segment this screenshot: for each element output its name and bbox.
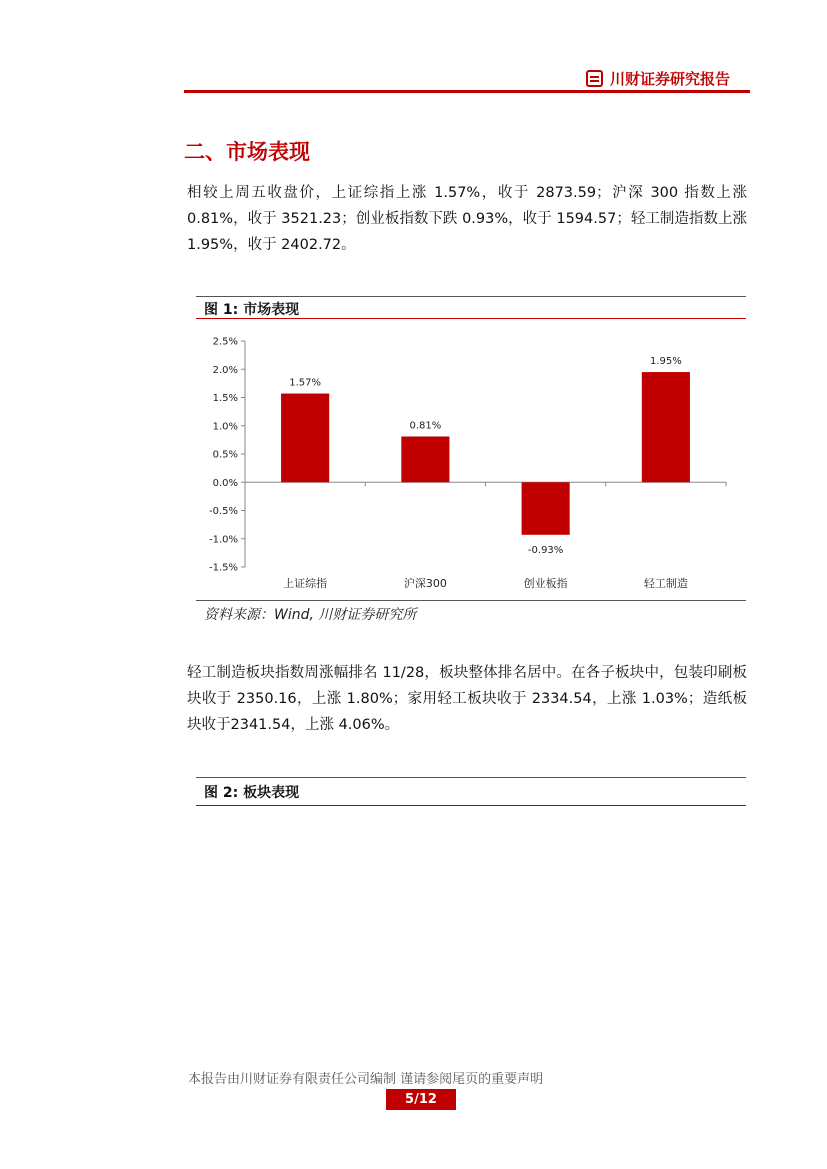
data-label: 1.95%	[649, 356, 682, 368]
x-tick-label: 轻工制造	[643, 577, 688, 590]
bar	[522, 482, 570, 535]
data-label: 0.81%	[409, 420, 442, 432]
company-logo-icon	[586, 70, 603, 87]
x-tick-label: 创业板指	[523, 577, 568, 590]
footer-disclaimer: 本报告由川财证券有限责任公司编制 谨请参阅尾页的重要声明	[188, 1072, 544, 1087]
y-tick-label: -1.5%	[208, 562, 238, 574]
y-tick-label: 1.5%	[212, 393, 238, 404]
y-tick-label: -0.5%	[208, 506, 238, 517]
x-tick-label: 上证综指	[283, 577, 328, 590]
bar	[401, 436, 449, 482]
x-tick-label: 沪深300	[403, 577, 447, 590]
y-tick-label: 2.5%	[212, 336, 238, 348]
figure2-top-rule	[196, 777, 746, 778]
bar	[642, 372, 690, 482]
figure1-bottom-rule	[196, 318, 746, 319]
page-number: 5/12	[386, 1089, 456, 1110]
bar	[281, 394, 329, 483]
figure1-source: 资料来源：Wind, 川财证券研究所	[204, 607, 417, 623]
y-tick-label: 2.0%	[212, 364, 238, 376]
figure2-title: 图 2: 板块表现	[204, 785, 300, 801]
figure1-top-rule	[196, 296, 746, 297]
section-title: 二、市场表现	[184, 140, 310, 164]
header-title: 川财证券研究报告	[610, 70, 731, 88]
y-tick-label: 1.0%	[212, 421, 238, 433]
y-tick-label: -1.0%	[208, 534, 238, 546]
data-label: -0.93%	[527, 544, 564, 556]
figure2-bottom-rule	[196, 805, 746, 806]
figure1-title: 图 1: 市场表现	[204, 302, 300, 318]
market-performance-chart	[196, 325, 746, 600]
market-summary-paragraph: 相较上周五收盘价，上证综指上涨 1.57%，收于 2873.59；沪深 300 指数上涨 0.81%，收于 3521.23；创业板指数下跌 0.93%，收于 1594.57；轻工制造指数上涨 1.95%，收于 2402.72。	[187, 185, 747, 253]
y-tick-label: 0.5%	[212, 449, 238, 461]
data-label: 1.57%	[289, 377, 322, 389]
header-rule	[184, 90, 750, 93]
sector-summary-paragraph: 轻工制造板块指数周涨幅排名 11/28，板块整体排名居中。在各子板块中，包装印刷板块收于 2350.16，上涨 1.80%；家用轻工板块收于 2334.54，上涨 1.03%；造纸板块收于2341.54，上涨 4.06%。	[187, 665, 747, 733]
y-tick-label: 0.0%	[212, 477, 238, 489]
figure1-source-rule	[196, 600, 746, 601]
